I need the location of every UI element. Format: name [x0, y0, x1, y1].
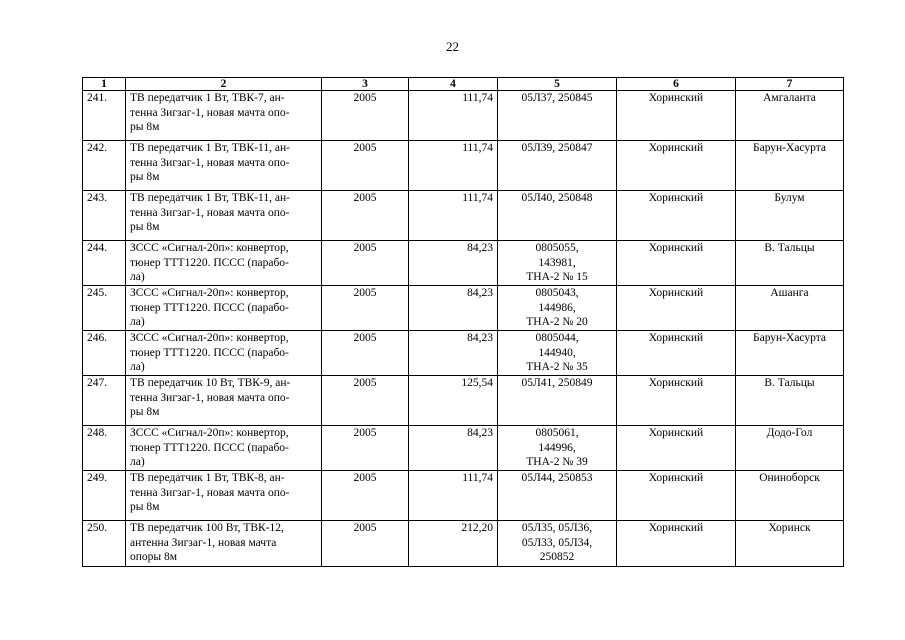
serial-line: 0805061,	[535, 427, 579, 439]
serial-line: 144996,	[538, 441, 576, 454]
table-row	[83, 331, 844, 376]
cell-year: 2005	[322, 331, 409, 376]
description-line: ТВ передатчик 1 Вт, ТВК-8, ан-	[130, 472, 285, 484]
cell-serial	[498, 471, 617, 521]
description-line: тенна Зигзаг-1, новая мачта опо-	[130, 486, 290, 499]
cell-value: 111,74	[409, 471, 498, 521]
description-line: ры 8м	[130, 406, 160, 418]
cell-value: 84,23	[409, 286, 498, 331]
cell-row-number: 248.	[83, 426, 126, 471]
description-line: ры 8м	[130, 501, 160, 513]
table-row	[83, 241, 844, 286]
cell-serial	[498, 331, 617, 376]
column-header: 7	[736, 78, 844, 91]
description-line: тюнер ТТТ1220. ПССС (парабо-	[130, 346, 289, 359]
serial-line: 0805055,	[535, 242, 579, 254]
serial-line: 143981,	[538, 256, 576, 269]
cell-description	[126, 141, 322, 191]
cell-year: 2005	[322, 521, 409, 567]
cell-description	[126, 331, 322, 376]
cell-row-number: 246.	[83, 331, 126, 376]
cell-location: Амгаланта	[736, 91, 844, 141]
description-line: ла)	[130, 456, 145, 468]
table-body	[83, 91, 844, 567]
cell-row-number: 242.	[83, 141, 126, 191]
cell-location: В. Тальцы	[736, 376, 844, 426]
cell-district: Хоринский	[617, 191, 736, 241]
column-header: 2	[126, 78, 322, 91]
serial-line: 144940,	[538, 346, 576, 359]
description-line: тенна Зигзаг-1, новая мачта опо-	[130, 391, 290, 404]
description-line: ры 8м	[130, 221, 160, 233]
cell-district: Хоринский	[617, 376, 736, 426]
cell-district: Хоринский	[617, 91, 736, 141]
description-line: антенна Зигзаг-1, новая мачта	[130, 536, 277, 549]
cell-serial	[498, 521, 617, 567]
serial-line: 0805044,	[535, 332, 579, 344]
cell-year: 2005	[322, 286, 409, 331]
cell-description	[126, 91, 322, 141]
cell-row-number: 247.	[83, 376, 126, 426]
cell-year: 2005	[322, 376, 409, 426]
cell-serial	[498, 141, 617, 191]
cell-value: 111,74	[409, 91, 498, 141]
cell-district: Хоринский	[617, 426, 736, 471]
cell-location: Барун-Хасурта	[736, 141, 844, 191]
cell-value: 84,23	[409, 426, 498, 471]
serial-line: 0805043,	[535, 287, 579, 299]
cell-location: Додо-Гол	[736, 426, 844, 471]
cell-row-number: 245.	[83, 286, 126, 331]
description-line: ТВ передатчик 100 Вт, ТВК-12,	[130, 522, 284, 534]
cell-value: 111,74	[409, 141, 498, 191]
serial-line: 05Л39, 250847	[521, 142, 593, 154]
cell-district: Хоринский	[617, 521, 736, 567]
serial-line: 05Л33, 05Л34,	[521, 536, 593, 549]
cell-district: Хоринский	[617, 286, 736, 331]
description-line: ры 8м	[130, 171, 160, 183]
header-row	[83, 78, 844, 91]
cell-year: 2005	[322, 241, 409, 286]
cell-value: 111,74	[409, 191, 498, 241]
table-row	[83, 191, 844, 241]
cell-value: 84,23	[409, 241, 498, 286]
cell-description	[126, 376, 322, 426]
description-line: ЗССС «Сигнал-20п»: конвертор,	[130, 287, 289, 299]
cell-serial	[498, 91, 617, 141]
cell-district: Хоринский	[617, 141, 736, 191]
cell-district: Хоринский	[617, 471, 736, 521]
table-row	[83, 91, 844, 141]
description-line: тенна Зигзаг-1, новая мачта опо-	[130, 106, 290, 119]
serial-line: ТНА-2 № 20	[526, 316, 588, 328]
description-line: тюнер ТТТ1220. ПССС (парабо-	[130, 441, 289, 454]
serial-line: 05Л44, 250853	[521, 472, 593, 484]
column-header: 5	[498, 78, 617, 91]
column-header: 3	[322, 78, 409, 91]
description-line: ТВ передатчик 1 Вт, ТВК-11, ан-	[130, 192, 290, 204]
cell-district: Хоринский	[617, 241, 736, 286]
table-row	[83, 521, 844, 567]
cell-serial	[498, 241, 617, 286]
cell-year: 2005	[322, 471, 409, 521]
description-line: ЗССС «Сигнал-20п»: конвертор,	[130, 427, 289, 439]
serial-line: ТНА-2 № 15	[526, 271, 588, 283]
description-line: ла)	[130, 271, 145, 283]
column-header: 6	[617, 78, 736, 91]
cell-year: 2005	[322, 91, 409, 141]
table-row	[83, 471, 844, 521]
cell-description	[126, 521, 322, 567]
table-row	[83, 286, 844, 331]
column-header: 1	[83, 78, 126, 91]
cell-year: 2005	[322, 141, 409, 191]
serial-line: 05Л40, 250848	[521, 192, 593, 204]
cell-value: 84,23	[409, 331, 498, 376]
cell-serial	[498, 191, 617, 241]
serial-line: 05Л37, 250845	[521, 92, 593, 104]
cell-value: 212,20	[409, 521, 498, 567]
description-line: ТВ передатчик 1 Вт, ТВК-7, ан-	[130, 92, 285, 104]
description-line: ТВ передатчик 1 Вт, ТВК-11, ан-	[130, 142, 290, 154]
cell-row-number: 243.	[83, 191, 126, 241]
description-line: ЗССС «Сигнал-20п»: конвертор,	[130, 332, 289, 344]
serial-line: 05Л41, 250849	[521, 377, 593, 389]
cell-description	[126, 471, 322, 521]
description-line: ла)	[130, 316, 145, 328]
description-line: опоры 8м	[130, 551, 178, 563]
description-line: ЗССС «Сигнал-20п»: конвертор,	[130, 242, 289, 254]
description-line: ТВ передатчик 10 Вт, ТВК-9, ан-	[130, 377, 291, 389]
cell-description	[126, 241, 322, 286]
serial-line: ТНА-2 № 35	[526, 361, 588, 373]
cell-row-number: 244.	[83, 241, 126, 286]
cell-location: Барун-Хасурта	[736, 331, 844, 376]
table-row	[83, 141, 844, 191]
serial-line: 144986,	[538, 301, 576, 314]
page-number: 22	[446, 39, 459, 54]
description-line: тенна Зигзаг-1, новая мачта опо-	[130, 206, 290, 219]
serial-line: 05Л35, 05Л36,	[521, 522, 593, 534]
cell-location: Онинобoрск	[736, 471, 844, 521]
cell-location: В. Тальцы	[736, 241, 844, 286]
table-row	[83, 426, 844, 471]
serial-line: 250852	[539, 551, 575, 563]
cell-serial	[498, 376, 617, 426]
inventory-table	[82, 77, 844, 567]
column-header: 4	[409, 78, 498, 91]
cell-row-number: 250.	[83, 521, 126, 567]
cell-value: 125,54	[409, 376, 498, 426]
cell-district: Хоринский	[617, 331, 736, 376]
description-line: ла)	[130, 361, 145, 373]
cell-year: 2005	[322, 191, 409, 241]
cell-serial	[498, 426, 617, 471]
description-line: тюнер ТТТ1220. ПССС (парабо-	[130, 301, 289, 314]
cell-row-number: 249.	[83, 471, 126, 521]
cell-location: Хоринск	[736, 521, 844, 567]
table-row	[83, 376, 844, 426]
description-line: тенна Зигзаг-1, новая мачта опо-	[130, 156, 290, 169]
cell-location: Ашанга	[736, 286, 844, 331]
cell-location: Булум	[736, 191, 844, 241]
cell-row-number: 241.	[83, 91, 126, 141]
description-line: ры 8м	[130, 121, 160, 133]
cell-serial	[498, 286, 617, 331]
description-line: тюнер ТТТ1220. ПССС (парабо-	[130, 256, 289, 269]
cell-description	[126, 426, 322, 471]
serial-line: ТНА-2 № 39	[526, 456, 588, 468]
cell-year: 2005	[322, 426, 409, 471]
cell-description	[126, 286, 322, 331]
cell-description	[126, 191, 322, 241]
